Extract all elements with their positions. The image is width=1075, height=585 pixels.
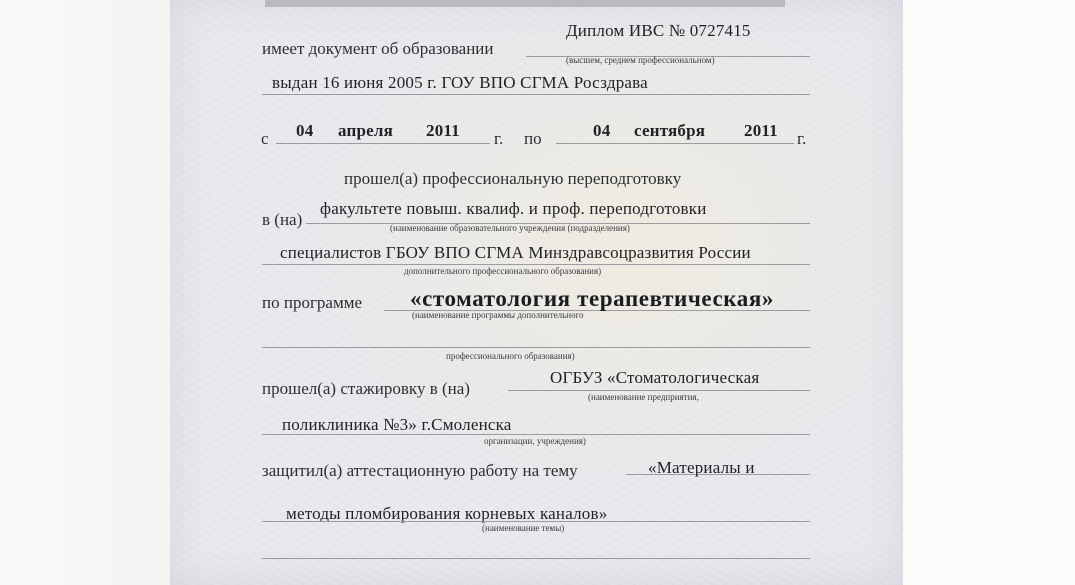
thesis-line-2: методы пломбирования корневых каналов» <box>286 504 608 523</box>
education-hint: (высшем, среднем профессиональном) <box>566 55 715 65</box>
period-to-underline <box>556 143 794 144</box>
internship-underline-2 <box>262 434 810 435</box>
period-to-year: 2011 <box>744 121 778 140</box>
thesis-underline-3 <box>262 558 810 559</box>
institution-underline-2 <box>262 264 810 265</box>
internship-label: прошел(а) стажировку в (на) <box>262 379 470 398</box>
internship-line-1: ОГБУЗ «Стоматологическая <box>550 368 760 387</box>
program-name: «стоматология терапевтическая» <box>410 286 775 311</box>
institution-line-2: специалистов ГБОУ ВПО СГМА Минздравсоцразвития России <box>280 243 751 262</box>
internship-line-2: поликлиника №3» г.Смоленска <box>282 415 512 434</box>
thesis-hint: (наименование темы) <box>482 523 565 533</box>
program-hint-1: (наименование программы дополнительного <box>412 310 584 320</box>
scan-left-margin <box>0 0 170 585</box>
period-from-day: 04 <box>296 121 314 140</box>
education-document-value: Диплом ИВС № 0727415 <box>566 21 751 40</box>
institution-label: в (на) <box>262 210 303 229</box>
program-underline-2 <box>262 347 810 348</box>
period-from-year: 2011 <box>426 121 460 140</box>
thesis-line-1: «Материалы и <box>648 458 755 477</box>
top-cut-line <box>265 0 785 7</box>
period-year-abbr-1: г. <box>494 129 504 148</box>
thesis-underline-2 <box>262 521 810 522</box>
institution-hint-2: дополнительного профессионального образования) <box>404 266 602 276</box>
internship-hint-1: (наименование предприятия, <box>588 392 699 402</box>
program-hint-2: профессионального образования) <box>446 351 575 361</box>
period-to-day: 04 <box>593 121 611 140</box>
internship-underline-1 <box>508 390 810 391</box>
period-from-underline <box>276 143 490 144</box>
program-label: по программе <box>262 293 363 312</box>
period-year-abbr-2: г. <box>797 129 807 148</box>
institution-line-1: факультете повыш. квалиф. и проф. переподготовки <box>320 199 707 218</box>
issued-underline <box>262 94 810 95</box>
issued-text: выдан 16 июня 2005 г. ГОУ ВПО СГМА Росздрава <box>272 73 648 92</box>
period-to-prefix: по <box>524 129 542 148</box>
thesis-label: защитил(а) аттестационную работу на тему <box>262 461 578 480</box>
period-to-month: сентября <box>634 121 706 140</box>
education-label: имеет документ об образовании <box>262 39 494 58</box>
period-from-prefix: с <box>261 129 269 148</box>
period-from-month: апреля <box>338 121 394 140</box>
institution-hint-1: (наименование образовательного учреждения (подразделения) <box>390 223 630 233</box>
internship-hint-2: организации, учреждения) <box>484 436 586 446</box>
retraining-text: прошел(а) профессиональную переподготовку <box>344 169 682 188</box>
scan-right-margin <box>903 0 1075 585</box>
